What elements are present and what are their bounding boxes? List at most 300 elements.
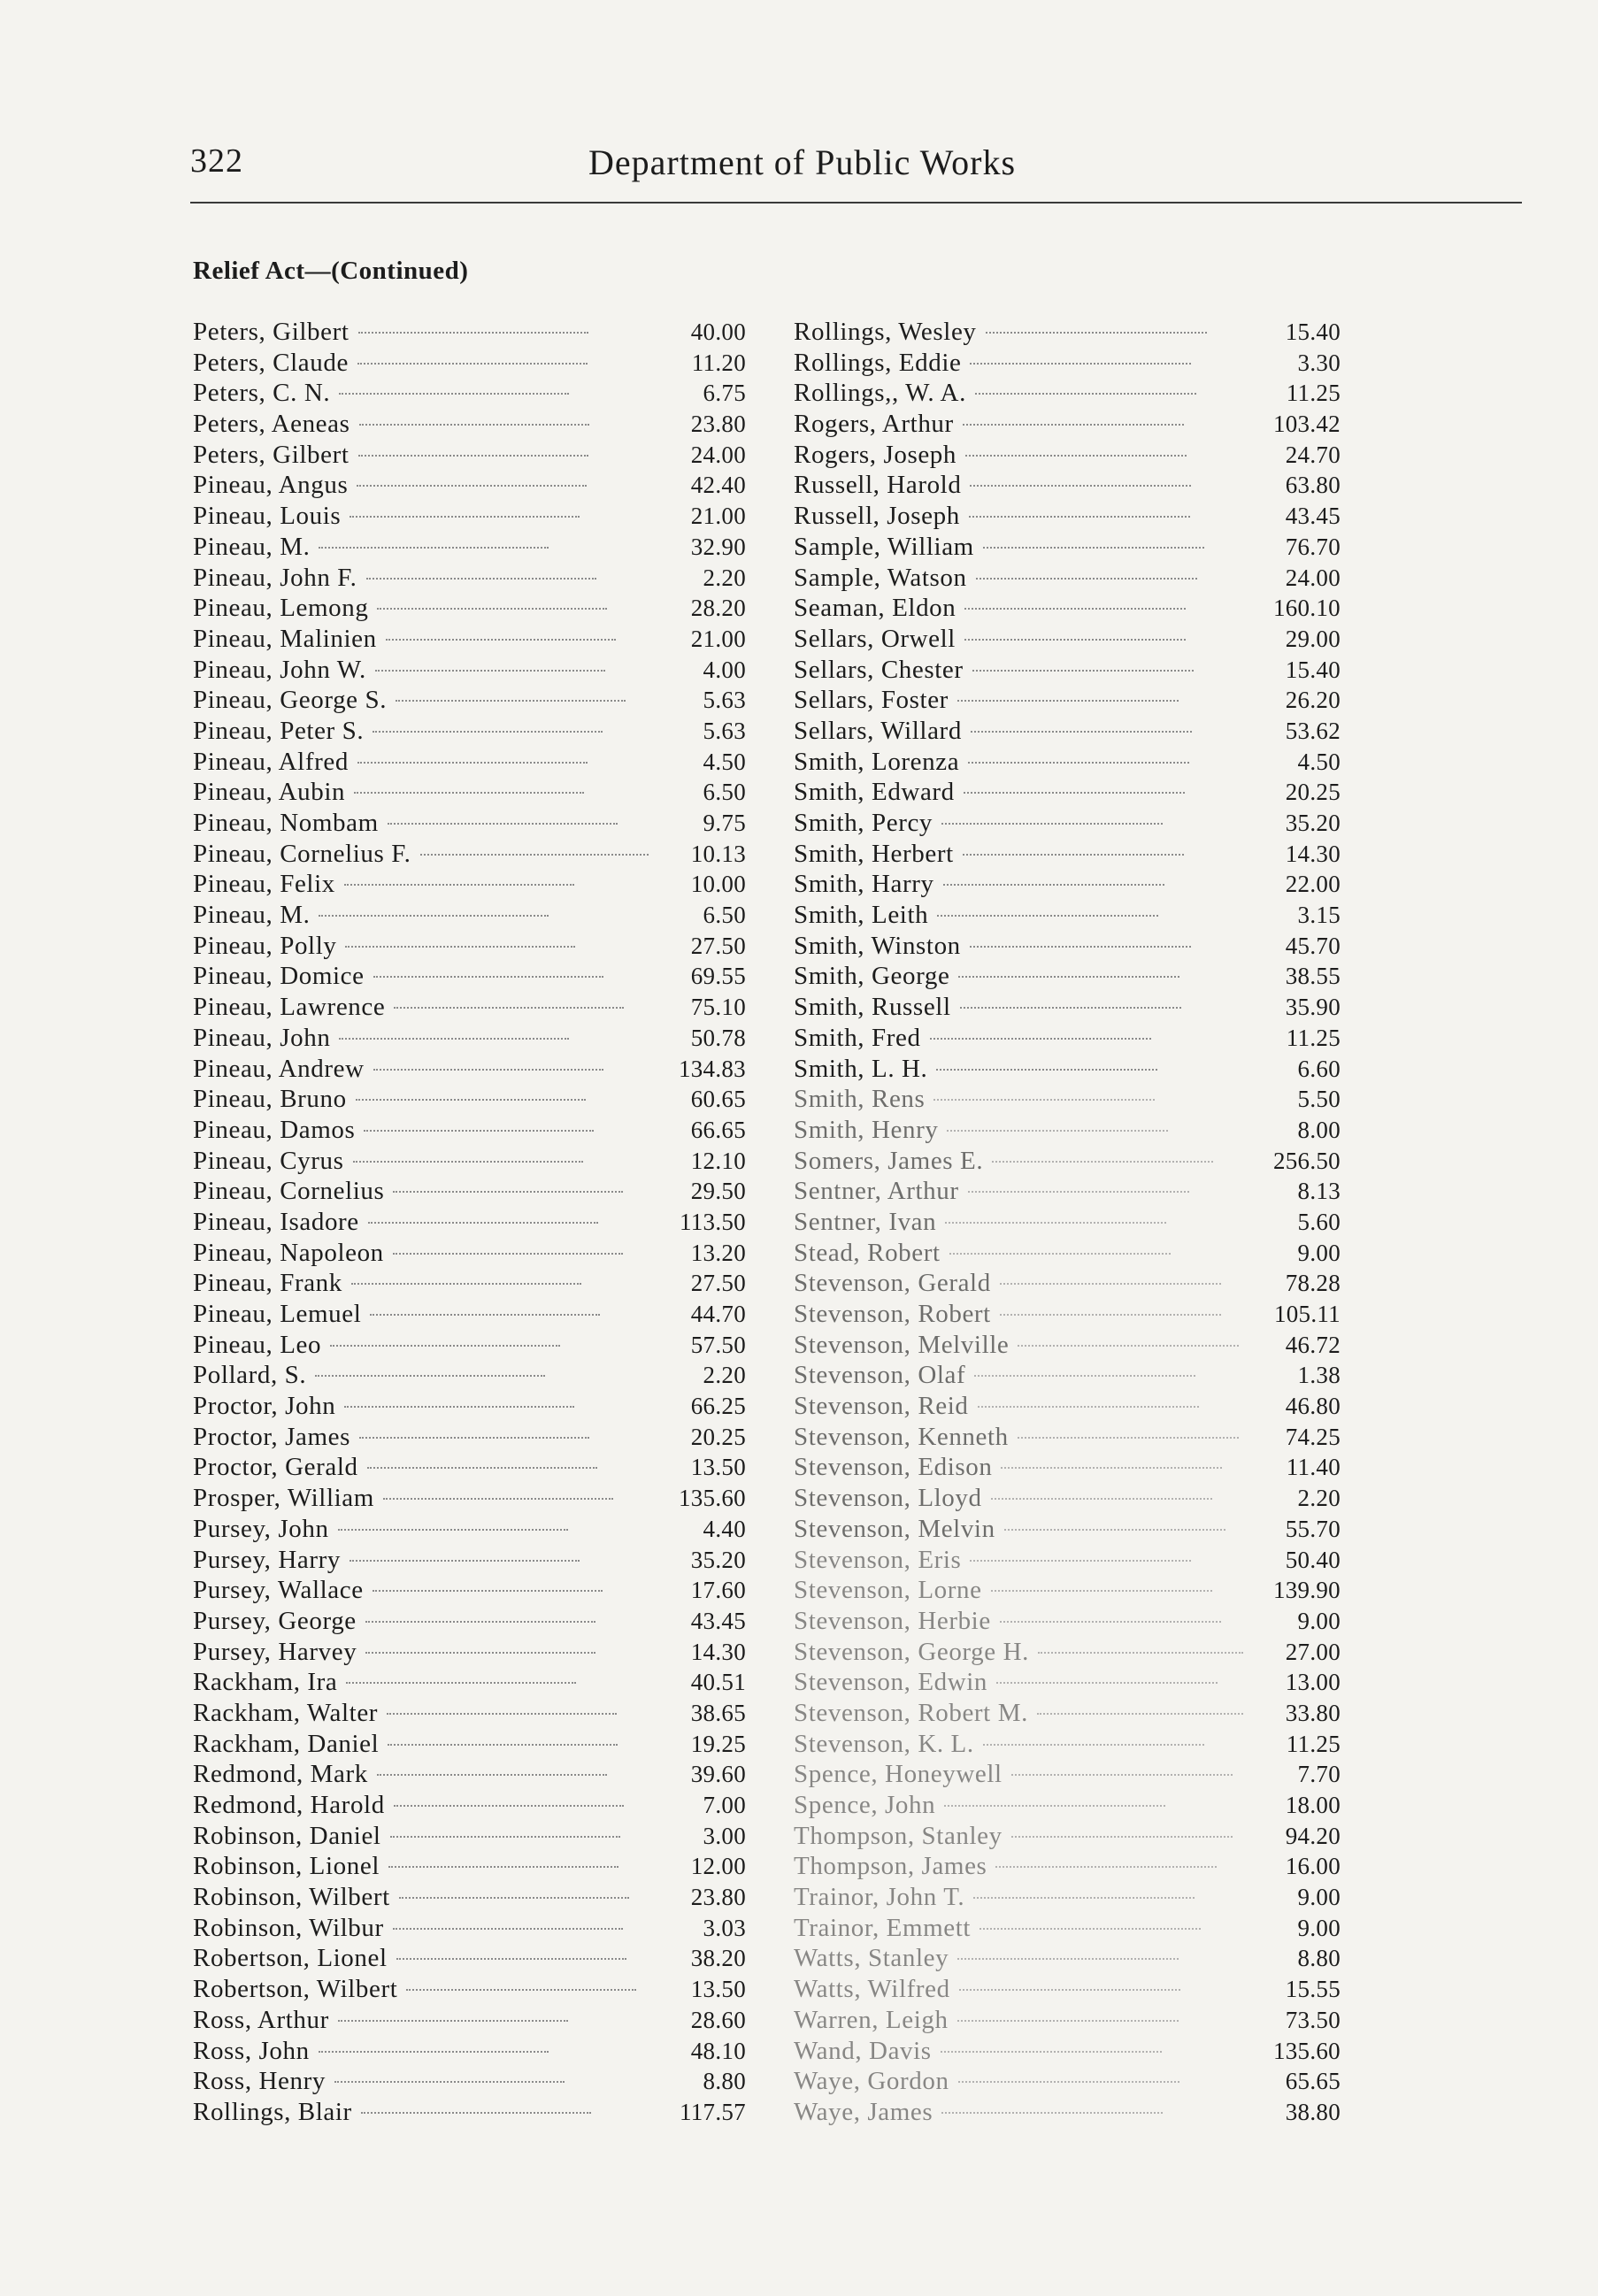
right-column-list: [794, 317, 1341, 2128]
dot-leader: [358, 455, 588, 457]
payment-amount: 4.00: [703, 656, 746, 683]
payment-amount: 113.50: [679, 1208, 746, 1235]
dot-leader: [361, 2112, 591, 2114]
payment-amount: 4.40: [703, 1515, 746, 1542]
payment-amount: 32.90: [690, 533, 746, 560]
dot-leader: [1000, 1621, 1221, 1623]
payment-amount: 3.30: [1297, 349, 1341, 376]
payment-amount: 5.63: [703, 687, 746, 714]
payment-amount: 73.50: [1285, 2006, 1341, 2033]
payee-name: Smith, George: [794, 962, 950, 991]
payment-amount: 17.60: [690, 1577, 746, 1604]
payee-name: Peters, Gilbert: [193, 440, 350, 469]
list-item: [193, 2036, 746, 2067]
payment-amount: 9.00: [1297, 1884, 1341, 1911]
list-item: [193, 992, 746, 1023]
list-item: [193, 1299, 746, 1330]
payee-name: Redmond, Mark: [193, 1760, 368, 1789]
list-item: [794, 1790, 1341, 1821]
payee-name: Smith, Winston: [794, 931, 961, 960]
payment-amount: 63.80: [1285, 472, 1341, 499]
payee-name: Rogers, Joseph: [794, 440, 956, 469]
dot-leader: [964, 608, 1186, 610]
payment-amount: 4.50: [703, 748, 746, 775]
payee-name: Stevenson, Lloyd: [794, 1484, 982, 1513]
list-item: [193, 532, 746, 563]
list-item: [794, 1882, 1341, 1913]
list-item: [193, 1176, 746, 1207]
list-item: [794, 1637, 1341, 1668]
dot-leader: [976, 578, 1197, 580]
payment-amount: 40.51: [690, 1669, 746, 1696]
list-item: [193, 563, 746, 594]
payment-amount: 19.25: [690, 1730, 746, 1757]
list-item: [193, 1821, 746, 1852]
payment-amount: 74.25: [1285, 1423, 1341, 1450]
payee-name: Smith, Russell: [794, 993, 951, 1022]
dot-leader: [365, 1621, 595, 1623]
list-item: [794, 1974, 1341, 2005]
dot-leader: [396, 700, 626, 702]
dot-leader: [359, 424, 589, 426]
dot-leader: [970, 946, 1191, 948]
list-item: [794, 1299, 1341, 1330]
list-item: [794, 1330, 1341, 1361]
dot-leader: [390, 1836, 620, 1838]
list-item: [794, 931, 1341, 962]
dot-leader: [344, 1406, 574, 1408]
dot-leader: [353, 1161, 583, 1163]
payee-name: Waye, James: [794, 2097, 933, 2126]
list-item: [193, 1974, 746, 2005]
list-item: [193, 1667, 746, 1698]
list-item: [193, 2066, 746, 2097]
payee-name: Pursey, Harvey: [193, 1637, 357, 1666]
payment-amount: 16.00: [1285, 1853, 1341, 1880]
dot-leader: [373, 1590, 603, 1592]
payment-amount: 14.30: [690, 1638, 746, 1665]
payment-amount: 20.25: [690, 1423, 746, 1450]
list-item: [794, 378, 1341, 409]
list-item: [794, 808, 1341, 839]
dot-leader: [957, 700, 1179, 702]
dot-leader: [1000, 1283, 1221, 1285]
dot-leader: [986, 332, 1207, 334]
payment-amount: 78.28: [1285, 1270, 1341, 1297]
payee-name: Pineau, Lemong: [193, 594, 369, 623]
dot-leader: [365, 1652, 595, 1654]
payment-amount: 38.80: [1285, 2098, 1341, 2125]
list-item: [794, 1729, 1341, 1760]
dot-leader: [339, 393, 569, 395]
payee-name: Pineau, Polly: [193, 931, 337, 960]
payee-name: Peters, C. N.: [193, 379, 331, 408]
payee-name: Pineau, Cornelius F.: [193, 839, 411, 868]
payee-name: Smith, Henry: [794, 1115, 939, 1144]
payment-amount: 13.20: [690, 1239, 746, 1266]
payment-amount: 22.00: [1285, 871, 1341, 898]
payment-amount: 5.63: [703, 717, 746, 744]
list-item: [193, 961, 746, 992]
payee-name: Sellars, Willard: [794, 716, 962, 745]
payee-name: Pursey, Harry: [193, 1545, 341, 1574]
payee-name: Peters, Gilbert: [193, 318, 350, 346]
dot-leader: [339, 1038, 569, 1040]
payment-amount: 3.03: [703, 1914, 746, 1941]
payment-amount: 10.00: [690, 871, 746, 898]
list-item: [193, 624, 746, 655]
payee-name: Spence, Honeywell: [794, 1760, 1003, 1789]
dot-leader: [983, 547, 1204, 549]
payment-amount: 11.25: [1286, 1024, 1341, 1051]
list-item: [794, 1115, 1341, 1146]
payment-amount: 66.25: [690, 1393, 746, 1420]
payee-name: Pineau, Felix: [193, 870, 335, 899]
payee-name: Spence, John: [794, 1791, 936, 1819]
payment-amount: 75.10: [690, 994, 746, 1021]
payment-amount: 38.55: [1285, 963, 1341, 990]
payment-amount: 35.20: [690, 1546, 746, 1573]
dot-leader: [1018, 1437, 1239, 1439]
list-item: [193, 1452, 746, 1483]
payee-name: Ross, Henry: [193, 2067, 326, 2096]
payee-name: Stevenson, K. L.: [794, 1729, 974, 1758]
dot-leader: [393, 1928, 623, 1930]
payee-name: Pineau, Alfred: [193, 747, 349, 776]
dot-leader: [319, 547, 549, 549]
payee-name: Sellars, Orwell: [794, 624, 956, 653]
list-item: [193, 1207, 746, 1238]
payee-name: Somers, James E.: [794, 1146, 984, 1175]
payee-name: Sentner, Arthur: [794, 1177, 959, 1206]
payment-amount: 160.10: [1272, 595, 1341, 622]
payee-name: Rogers, Arthur: [794, 410, 954, 439]
payment-amount: 23.80: [690, 1884, 746, 1911]
list-item: [193, 1913, 746, 1944]
payee-name: Pineau, John: [193, 1023, 331, 1052]
dot-leader: [393, 1253, 623, 1255]
payment-amount: 103.42: [1272, 411, 1341, 438]
dot-leader: [991, 1498, 1212, 1500]
payee-name: Rackham, Daniel: [193, 1729, 380, 1758]
dot-leader: [338, 2020, 568, 2022]
payment-amount: 135.60: [678, 1485, 746, 1512]
payment-amount: 69.55: [690, 963, 746, 990]
dot-leader: [338, 1529, 568, 1531]
list-item: [193, 1606, 746, 1637]
payment-amount: 18.00: [1285, 1792, 1341, 1818]
dot-leader: [368, 1222, 598, 1224]
payee-name: Rackham, Walter: [193, 1698, 379, 1727]
payee-name: Pineau, John W.: [193, 655, 366, 684]
list-item: [193, 1023, 746, 1054]
payee-name: Pursey, John: [193, 1514, 329, 1543]
payee-name: Smith, Edward: [794, 778, 955, 807]
dot-leader: [995, 1866, 1217, 1868]
payee-name: Smith, Harry: [794, 870, 934, 899]
list-item: [193, 1514, 746, 1545]
payment-amount: 8.80: [1297, 1945, 1341, 1972]
list-item: [193, 1575, 746, 1606]
dot-leader: [357, 485, 587, 487]
dot-leader: [975, 393, 1196, 395]
dot-leader: [1011, 1836, 1233, 1838]
payee-name: Robinson, Wilbert: [193, 1883, 390, 1912]
payee-name: Pineau, Lawrence: [193, 993, 386, 1022]
payee-name: Sellars, Chester: [794, 655, 964, 684]
list-item: [794, 1268, 1341, 1299]
payee-name: Sample, Watson: [794, 563, 967, 592]
dot-leader: [964, 639, 1186, 641]
payment-amount: 11.20: [691, 349, 746, 376]
dot-leader: [936, 1069, 1157, 1071]
payment-amount: 15.55: [1285, 1976, 1341, 2003]
dot-leader: [393, 1191, 623, 1193]
list-item: [193, 593, 746, 624]
payee-name: Pineau, M.: [193, 901, 311, 930]
payee-name: Robinson, Wilbur: [193, 1913, 384, 1942]
dot-leader: [377, 608, 607, 610]
dot-leader: [364, 1130, 594, 1132]
list-item: [794, 1391, 1341, 1422]
payee-name: Stevenson, Kenneth: [794, 1422, 1009, 1451]
payment-amount: 117.57: [679, 2098, 746, 2125]
dot-leader: [1001, 1467, 1222, 1469]
list-item: [794, 839, 1341, 870]
list-item: [794, 1698, 1341, 1729]
dot-leader: [968, 1191, 1189, 1193]
payee-name: Pineau, Isadore: [193, 1207, 359, 1236]
payee-name: Pineau, Leo: [193, 1330, 322, 1359]
dot-leader: [970, 363, 1191, 365]
list-item: [193, 839, 746, 870]
list-item: [794, 1851, 1341, 1882]
payee-name: Pineau, John F.: [193, 563, 357, 592]
dot-leader: [359, 1437, 589, 1439]
page-number: 322: [190, 142, 243, 180]
list-item: [193, 2097, 746, 2128]
payee-name: Pineau, Napoleon: [193, 1238, 384, 1267]
payment-amount: 13.50: [690, 1454, 746, 1481]
dot-leader: [965, 455, 1187, 457]
dot-leader: [991, 1590, 1212, 1592]
list-item: [193, 655, 746, 686]
payee-name: Russell, Joseph: [794, 502, 960, 531]
dot-leader: [1037, 1713, 1243, 1715]
payment-amount: 11.40: [1286, 1454, 1341, 1481]
dot-leader: [370, 1314, 600, 1316]
list-item: [193, 1422, 746, 1453]
payment-amount: 33.80: [1285, 1699, 1341, 1726]
list-item: [794, 1360, 1341, 1391]
payee-name: Rollings, Blair: [193, 2097, 352, 2126]
list-item: [794, 440, 1341, 471]
list-item: [794, 1238, 1341, 1269]
dot-leader: [944, 1805, 1165, 1807]
dot-leader: [319, 2051, 549, 2053]
payment-amount: 26.20: [1285, 687, 1341, 714]
dot-leader: [1004, 1529, 1225, 1531]
list-item: [794, 1943, 1341, 1974]
list-item: [193, 378, 746, 409]
payment-amount: 66.65: [690, 1116, 746, 1143]
dot-leader: [344, 884, 574, 886]
dot-leader: [996, 1682, 1218, 1684]
list-item: [794, 777, 1341, 808]
payment-amount: 13.50: [690, 1976, 746, 2003]
list-item: [193, 1790, 746, 1821]
payee-name: Pursey, Wallace: [193, 1576, 364, 1605]
payee-name: Thompson, James: [794, 1852, 987, 1881]
payee-name: Pineau, M.: [193, 532, 311, 561]
dot-leader: [319, 915, 549, 917]
list-item: [794, 900, 1341, 931]
payment-amount: 48.10: [690, 2037, 746, 2064]
payee-name: Watts, Wilfred: [794, 1975, 950, 2004]
payment-amount: 15.40: [1285, 656, 1341, 683]
payment-amount: 50.78: [690, 1024, 746, 1051]
payee-name: Pursey, George: [193, 1606, 357, 1635]
payment-amount: 29.00: [1285, 625, 1341, 652]
list-item: [794, 563, 1341, 594]
payment-amount: 6.50: [703, 902, 746, 929]
list-item: [193, 1391, 746, 1422]
payment-amount: 10.13: [690, 840, 746, 867]
payment-amount: 4.50: [1297, 748, 1341, 775]
list-item: [794, 1452, 1341, 1483]
payment-amount: 24.00: [690, 441, 746, 468]
dot-leader: [941, 2112, 1163, 2114]
payment-amount: 28.60: [690, 2006, 746, 2033]
list-item: [794, 470, 1341, 501]
dot-leader: [947, 1130, 1168, 1132]
running-title: Department of Public Works: [588, 142, 1017, 182]
dot-leader: [406, 1989, 636, 1991]
payment-amount: 65.65: [1285, 2068, 1341, 2095]
payment-amount: 105.11: [1273, 1301, 1341, 1327]
list-item: [193, 348, 746, 379]
dot-leader: [978, 1406, 1199, 1408]
payee-name: Pineau, Nombam: [193, 809, 379, 837]
payment-amount: 256.50: [1272, 1147, 1341, 1174]
payment-amount: 3.00: [703, 1822, 746, 1849]
list-item: [193, 470, 746, 501]
dot-leader: [970, 1560, 1191, 1562]
payee-name: Rackham, Ira: [193, 1668, 338, 1697]
payee-name: Stevenson, Edison: [794, 1453, 993, 1482]
payee-name: Stevenson, George H.: [794, 1637, 1029, 1666]
dot-leader: [354, 792, 584, 794]
section-heading: Relief Act—(Continued): [193, 257, 469, 285]
list-item: [193, 409, 746, 440]
list-item: [193, 685, 746, 716]
list-item: [794, 1146, 1341, 1177]
list-item: [794, 624, 1341, 655]
dot-leader: [941, 2051, 1162, 2053]
payee-name: Peters, Aeneas: [193, 410, 350, 439]
page-header: [190, 142, 1522, 195]
dot-leader: [969, 516, 1190, 518]
list-item: [794, 992, 1341, 1023]
dot-leader: [373, 1069, 603, 1071]
dot-leader: [972, 670, 1194, 672]
dot-leader: [958, 976, 1179, 978]
payee-name: Robertson, Wilbert: [193, 1975, 398, 2004]
payee-name: Stevenson, Gerald: [794, 1269, 991, 1298]
payee-name: Stevenson, Robert M.: [794, 1698, 1028, 1727]
payee-name: Thompson, Stanley: [794, 1821, 1003, 1850]
dot-leader: [394, 1805, 624, 1807]
payment-amount: 24.00: [1285, 564, 1341, 591]
list-item: [794, 1606, 1341, 1637]
list-item: [794, 317, 1341, 348]
payment-amount: 28.20: [690, 595, 746, 622]
list-item: [794, 1422, 1341, 1453]
payment-amount: 21.00: [690, 503, 746, 530]
list-item: [193, 1330, 746, 1361]
payment-amount: 21.00: [690, 625, 746, 652]
payee-name: Stevenson, Edwin: [794, 1668, 988, 1697]
payee-name: Pineau, Peter S.: [193, 716, 365, 745]
dot-leader: [386, 639, 616, 641]
list-item: [193, 1882, 746, 1913]
dot-leader: [388, 1866, 618, 1868]
list-item: [794, 1514, 1341, 1545]
payment-amount: 46.72: [1285, 1331, 1341, 1358]
dot-leader: [375, 670, 605, 672]
payment-amount: 45.70: [1285, 932, 1341, 959]
payee-name: Wand, Davis: [794, 2036, 932, 2065]
payee-name: Smith, Percy: [794, 809, 933, 837]
payment-amount: 60.65: [690, 1086, 746, 1113]
dot-leader: [346, 1682, 576, 1684]
payee-name: Russell, Harold: [794, 471, 962, 500]
payment-amount: 3.15: [1297, 902, 1341, 929]
payment-amount: 2.20: [703, 1362, 746, 1389]
dot-leader: [350, 516, 580, 518]
dot-leader: [933, 1099, 1155, 1101]
list-item: [794, 655, 1341, 686]
payment-amount: 20.25: [1285, 779, 1341, 806]
list-item: [794, 1913, 1341, 1944]
payee-name: Prosper, William: [193, 1484, 374, 1513]
payee-name: Smith, L. H.: [794, 1054, 928, 1083]
dot-leader: [945, 1222, 1166, 1224]
list-item: [794, 1545, 1341, 1576]
dot-leader: [970, 485, 1191, 487]
dot-leader: [350, 1560, 580, 1562]
payee-name: Proctor, John: [193, 1392, 336, 1421]
payee-name: Trainor, John T.: [794, 1883, 965, 1912]
list-item: [193, 1268, 746, 1299]
dot-leader: [963, 854, 1184, 856]
list-item: [794, 501, 1341, 532]
payment-amount: 8.00: [1297, 1116, 1341, 1143]
payee-name: Smith, Leith: [794, 901, 929, 930]
dot-leader: [330, 1345, 560, 1347]
dot-leader: [367, 1467, 597, 1469]
payment-amount: 11.25: [1286, 380, 1341, 407]
payment-amount: 9.00: [1297, 1914, 1341, 1941]
payee-name: Stevenson, Olaf: [794, 1361, 966, 1390]
payee-name: Sentner, Ivan: [794, 1207, 937, 1236]
payee-name: Stevenson, Melvin: [794, 1514, 995, 1543]
dot-leader: [958, 2081, 1179, 2083]
payment-amount: 38.20: [690, 1945, 746, 1972]
payment-amount: 53.62: [1285, 717, 1341, 744]
list-item: [193, 1054, 746, 1085]
list-item: [193, 716, 746, 747]
